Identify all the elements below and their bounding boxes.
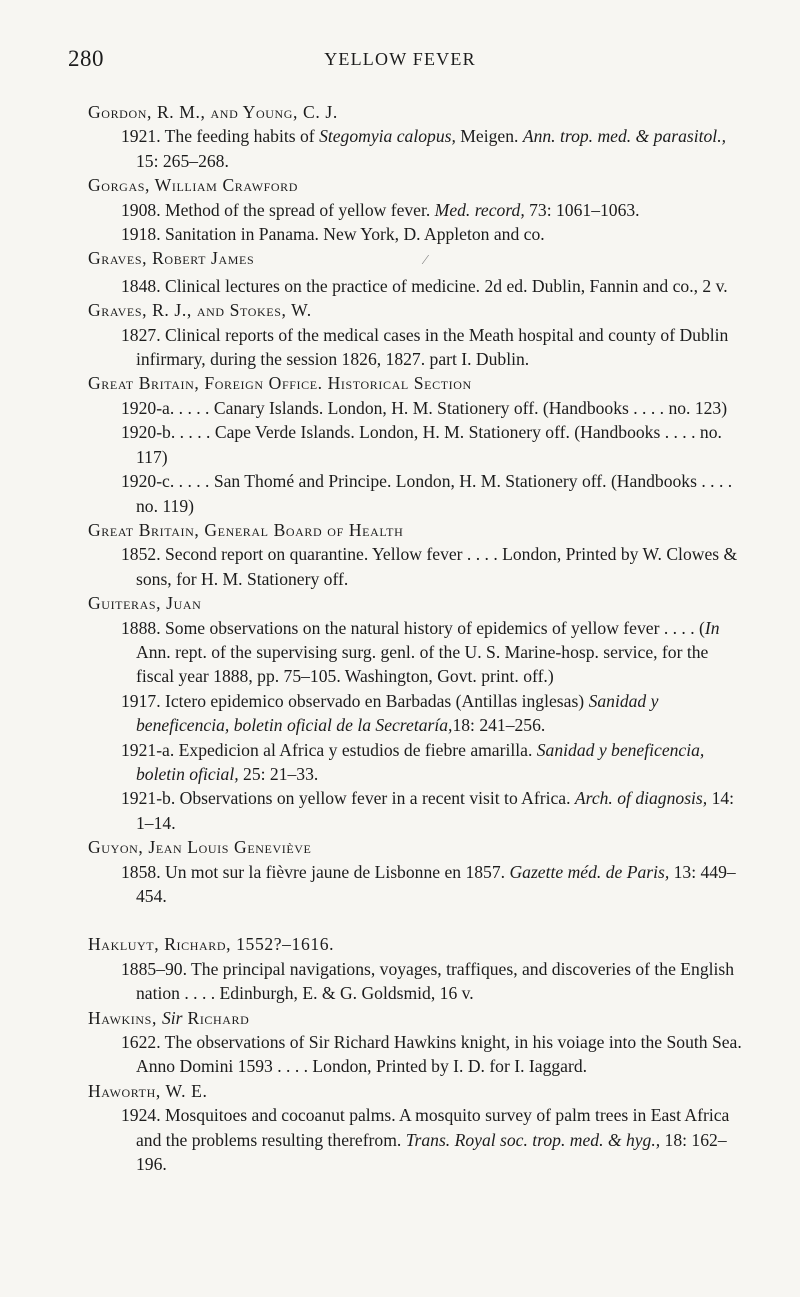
running-head: YELLOW FEVER xyxy=(324,49,476,69)
citation-italic: Sanidad y beneficencia, boletin oficial de la Secretaría, xyxy=(136,690,659,736)
author-name: Gorgas, William Crawford xyxy=(88,175,299,196)
work-citation xyxy=(90,616,743,689)
bibliography-entry xyxy=(88,371,743,517)
citation-text: 1908. Method of the spread of yellow fever. xyxy=(121,199,435,220)
work-citation xyxy=(90,469,743,518)
citation-italic: In xyxy=(704,617,720,638)
citation-text: 1921-b. Observations on yellow fever in a recent visit to Africa. xyxy=(121,788,575,809)
author-name: Guyon, Jean Louis Geneviève xyxy=(88,837,312,858)
entry-author xyxy=(88,1006,743,1030)
citation-text: 18: 241–256. xyxy=(452,715,546,736)
author-name-part: Richard xyxy=(182,1007,250,1028)
entry-author xyxy=(88,173,743,197)
work-citation xyxy=(90,542,743,591)
citation-italic: Trans. Royal soc. trop. med. & hyg., xyxy=(405,1129,661,1150)
citation-text: 14: 1–14. xyxy=(136,788,735,833)
work-citation xyxy=(90,957,743,1006)
author-name-part: Sir xyxy=(161,1007,183,1028)
work-citation xyxy=(90,689,743,738)
work-citation xyxy=(90,1103,743,1176)
author-name: Gordon, R. M., and Young, C. J. xyxy=(88,102,338,122)
bibliography-entry xyxy=(88,1006,743,1079)
entry-author xyxy=(88,518,743,542)
citation-text: 1888. Some observations on the natural history of epidemics of yellow fever . . . . ( xyxy=(121,617,705,638)
work-citation xyxy=(90,198,743,222)
citation-text: 1917. Ictero epidemico observado en Barbadas (Antillas inglesas) xyxy=(121,690,589,711)
bibliography-entry xyxy=(88,835,743,908)
author-name: Haworth, W. E. xyxy=(88,1080,208,1101)
citation-text: Meigen. xyxy=(455,126,523,147)
entry-author xyxy=(88,932,743,956)
citation-text: 18: 162–196. xyxy=(136,1129,727,1175)
author-name: Graves, R. J., and Stokes, W. xyxy=(88,300,312,321)
bibliography-list xyxy=(88,100,743,1176)
citation-text: 1921-a. Expedicion al Africa y estudios de fiebre amarilla. xyxy=(121,739,537,760)
author-name: Hakluyt, Richard, 1552?–1616. xyxy=(88,934,335,955)
entry-author xyxy=(88,100,743,124)
citation-text: 1920-a. . . . . Canary Islands. London, H. M. Stationery off. (Handbooks . . . . no. 123) xyxy=(121,397,728,418)
author-name: Guiteras, Juan xyxy=(88,593,202,614)
work-citation xyxy=(90,420,743,469)
page-header xyxy=(68,46,732,76)
work-citation xyxy=(90,1030,743,1079)
citation-text: 1920-c. . . . . San Thomé and Principe. London, H. M. Stationery off. (Handbooks . . . . no. 119) xyxy=(121,471,733,516)
author-name-part: Hawkins, xyxy=(88,1007,162,1028)
citation-text: 1852. Second report on quarantine. Yellow fever . . . . London, Printed by W. Clowes & sons, for H. M. Stationery off. xyxy=(121,544,738,589)
citation-italic: Stegomyia calopus, xyxy=(319,126,456,147)
citation-italic: Med. record, xyxy=(434,199,525,220)
citation-text: 1924. Mosquitoes and cocoanut palms. A mosquito survey of palm trees in East Africa and the problems resulting therefrom. xyxy=(121,1105,730,1150)
work-citation xyxy=(90,222,743,246)
entry-author xyxy=(88,246,743,273)
work-citation xyxy=(90,786,743,835)
work-citation xyxy=(90,738,743,787)
bibliography-entry xyxy=(88,591,743,835)
citation-text: 1885–90. The principal navigations, voyages, traffiques, and discoveries of the English nation . . . . Edinburgh, E. & G. Goldsmid, 16 v. xyxy=(121,958,735,1004)
bibliography-entry xyxy=(88,173,743,246)
citation-italic: Gazette méd. de Paris, xyxy=(509,861,670,882)
bibliography-entry xyxy=(88,246,743,298)
work-citation xyxy=(90,124,743,173)
citation-italic: Arch. of diagnosis, xyxy=(574,788,708,809)
citation-text: 25: 21–33. xyxy=(238,763,319,784)
citation-text: 13: 449–454. xyxy=(136,861,736,906)
entry-author xyxy=(88,298,743,322)
citation-text: 1622. The observations of Sir Richard Hawkins knight, in his voiage into the South Sea. Anno Domini 1593 . . . . London, Printed by I. D. for I. Iaggard. xyxy=(121,1032,742,1077)
work-citation xyxy=(90,396,743,420)
entry-author xyxy=(88,1079,743,1103)
entry-author xyxy=(88,371,743,395)
author-name: Graves, Robert James xyxy=(88,248,255,269)
citation-text: 1858. Un mot sur la fièvre jaune de Lisbonne en 1857. xyxy=(121,861,510,882)
citation-text: 73: 1061–1063. xyxy=(524,199,640,220)
page-number: 280 xyxy=(68,46,104,71)
citation-text: 15: 265–268. xyxy=(136,150,229,171)
citation-text: Ann. rept. of the supervising surg. genl. of the U. S. Marine-hosp. service, for the fiscal year 1888, pp. 75–105. Washington, Govt. print. off.) xyxy=(136,641,709,687)
author-name: Great Britain, General Board of Health xyxy=(88,519,404,540)
citation-text: 1918. Sanitation in Panama. New York, D. Appleton and co. xyxy=(121,224,545,245)
entry-author xyxy=(88,591,743,615)
work-citation xyxy=(90,323,743,372)
work-citation xyxy=(90,860,743,909)
entry-author xyxy=(88,835,743,859)
bibliography-entry xyxy=(88,932,743,1005)
pencil-mark: ⁄ xyxy=(424,253,428,269)
citation-italic: Ann. trop. med. & parasitol., xyxy=(522,126,726,147)
bibliography-entry xyxy=(88,100,743,173)
bibliography-entry xyxy=(88,1079,743,1177)
citation-text: 1921. The feeding habits of xyxy=(121,126,320,147)
bibliography-entry xyxy=(88,298,743,371)
citation-text: 1848. Clinical lectures on the practice of medicine. 2d ed. Dublin, Fannin and co., 2 v. xyxy=(121,275,728,296)
bibliography-entry xyxy=(88,518,743,591)
work-citation xyxy=(90,274,743,298)
author-name: Great Britain, Foreign Office. Historical Section xyxy=(88,373,472,394)
citation-italic: Sanidad y beneficencia, boletin oficial, xyxy=(136,739,705,784)
citation-text: 1920-b. . . . . Cape Verde Islands. London, H. M. Stationery off. (Handbooks . . . . no. 117) xyxy=(121,422,722,467)
citation-text: 1827. Clinical reports of the medical cases in the Meath hospital and county of Dublin infirmary, during the session 1826, 1827. part I. Dublin. xyxy=(121,324,729,370)
